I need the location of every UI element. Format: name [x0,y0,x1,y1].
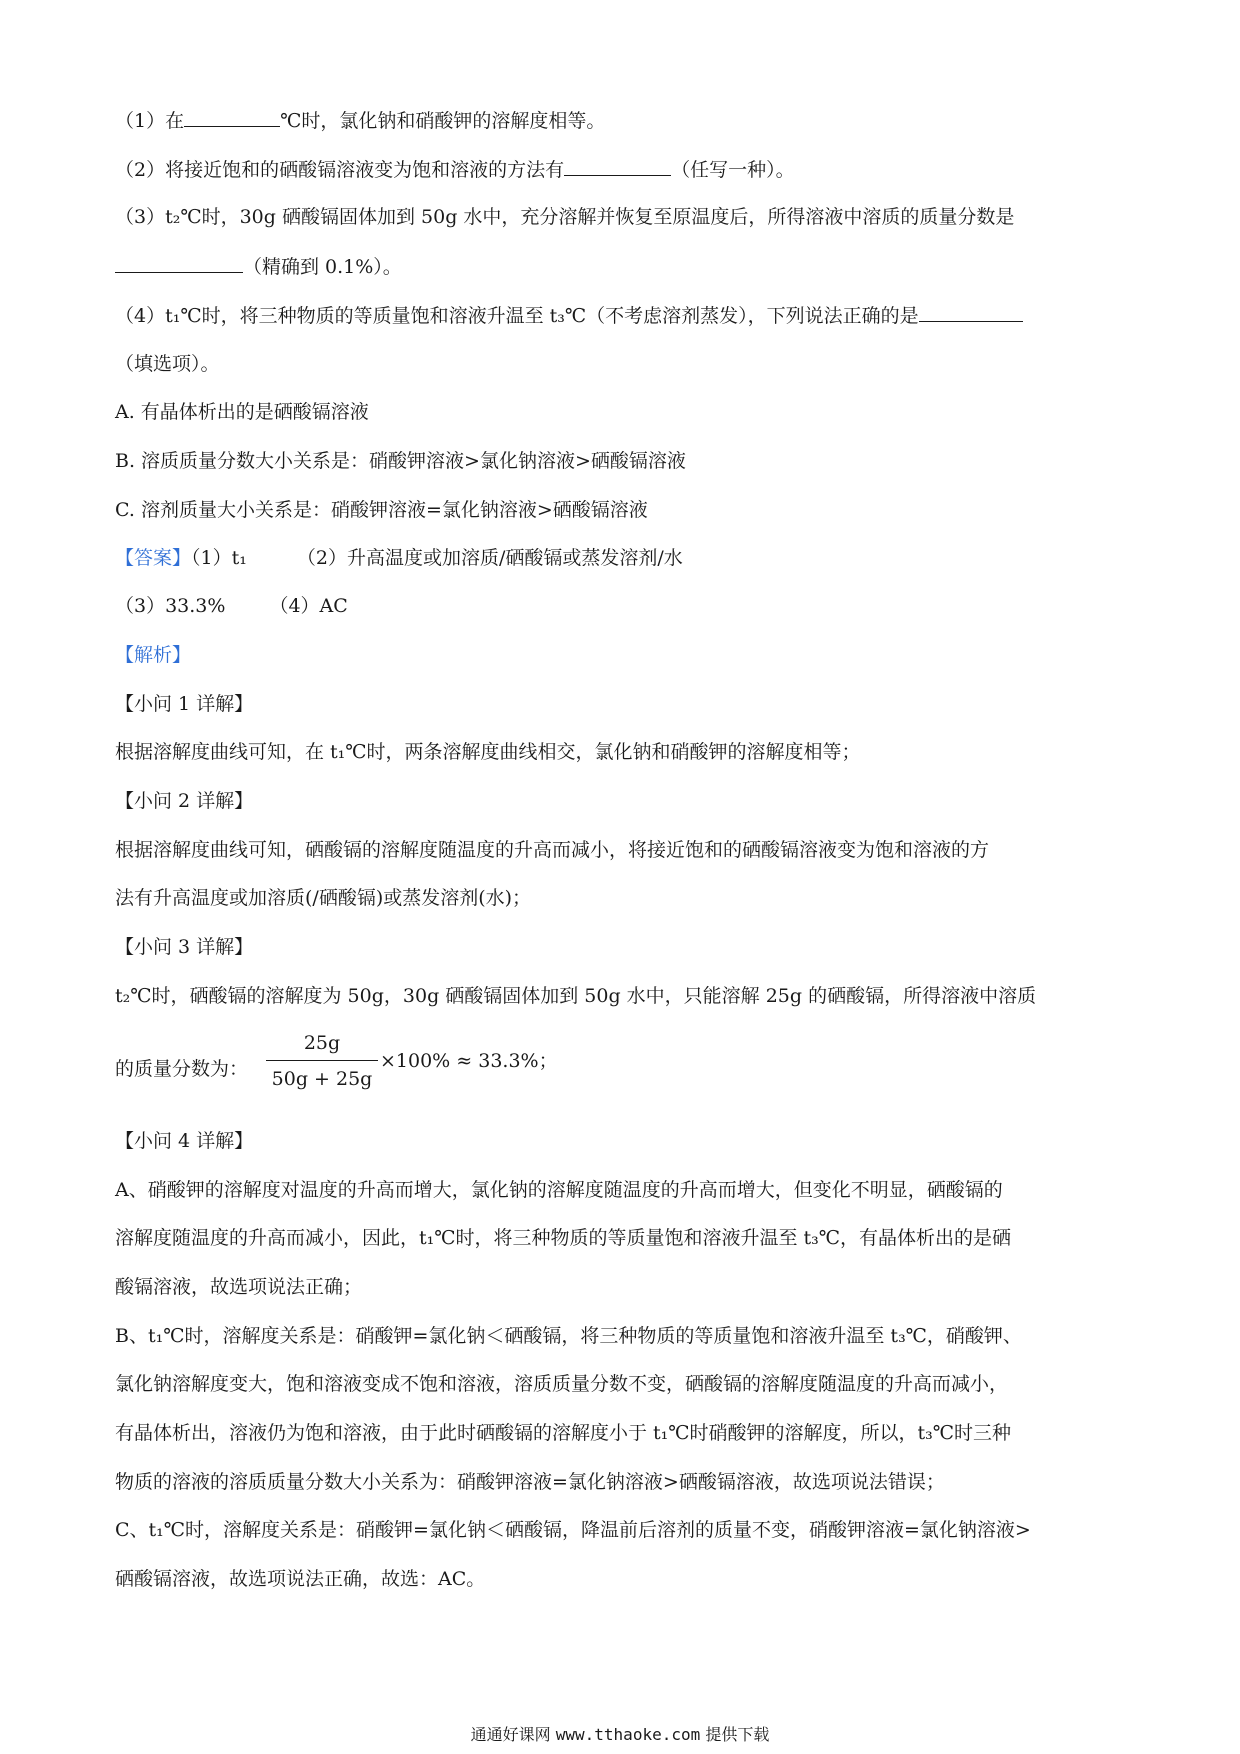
option-a: A. 有晶体析出的是硒酸镉溶液 [115,401,369,423]
subquestion-4-b-line4: 物质的溶液的溶质质量分数大小关系为：硝酸钾溶液=氯化钠溶液>硒酸镉溶液，故选项说法错误； [115,1471,945,1493]
subquestion-4-b-line3: 有晶体析出，溶液仍为饱和溶液，由于此时硒酸镉的溶解度小于 t₁℃时硝酸钾的溶解度，所以，t₃℃时三种 [115,1422,1012,1444]
subquestion-2-line1: 根据溶解度曲线可知，硒酸镉的溶解度随温度的升高而减小，将接近饱和的硒酸镉溶液变为饱和溶液的方 [115,839,990,861]
subquestion-3-title: 【小问 3 详解】 [115,936,254,958]
subquestion-1-title: 【小问 1 详解】 [115,693,254,715]
page-footer [0,1724,1240,1746]
answer-line-2 [115,592,348,620]
subquestion-2-line2: 法有升高温度或加溶质(/硒酸镉)或蒸发溶剂(水)； [115,887,532,909]
subquestion-4-b-line1: B、t₁℃时，溶解度关系是：硝酸钾=氯化钠＜硒酸镉，将三种物质的等质量饱和溶液升温至 t₃℃，硝酸钾、 [115,1325,1022,1347]
question-4-line1 [115,301,1023,330]
footer-prefix: 通通好课网 [470,1725,551,1744]
fraction-denominator: 50g + 25g [271,1068,373,1090]
question-4-line2: （填选项）。 [115,353,220,375]
answer-blank[interactable] [919,301,1023,322]
subquestion-4-title: 【小问 4 详解】 [115,1130,254,1152]
answer-line-1 [115,544,683,572]
subquestion-4-c-line1: C、t₁℃时，溶解度关系是：硝酸钾=氯化钠＜硒酸镉，降温前后溶剂的质量不变，硝酸钾溶液=氯化钠溶液> [115,1519,1031,1541]
answer-blank[interactable] [184,106,280,127]
subquestion-4-a-line2: 溶解度随温度的升高而减小，因此，t₁℃时，将三种物质的等质量饱和溶液升温至 t₃℃，有晶体析出的是硒 [115,1227,1012,1249]
q1-prefix: （1）在 [115,110,185,132]
answer-1: （1）t₁ [191,547,247,569]
fraction-bar [266,1060,378,1061]
q1-suffix: ℃时，氯化钠和硝酸钾的溶解度相等。 [280,110,606,132]
footer-site-link[interactable]: www.tthaoke.com [555,1725,701,1744]
subquestion-4-a-line1: A、硝酸钾的溶解度对温度的升高而增大，氯化钠的溶解度随温度的升高而增大，但变化不明显，硒酸镉的 [115,1179,1003,1201]
question-3-line1: （3）t₂℃时，30g 硒酸镉固体加到 50g 水中，充分溶解并恢复至原温度后，所得溶液中溶质的质量分数是 [115,206,1015,228]
q4-line1-text: （4）t₁℃时，将三种物质的等质量饱和溶液升温至 t₃℃（不考虑溶剂蒸发），下列说法正确的是 [115,305,919,327]
subquestion-3-line2-prefix: 的质量分数为： [115,1058,249,1080]
footer-suffix: 提供下载 [705,1725,770,1744]
subquestion-4-a-line3: 酸镉溶液，故选项说法正确； [115,1276,363,1298]
answer-label: 【答案】 [115,547,192,569]
answer-2: （2）升高温度或加溶质/硒酸镉或蒸发溶剂/水 [296,547,683,569]
option-c: C. 溶剂质量大小关系是：硝酸钾溶液=氯化钠溶液>硒酸镉溶液 [115,499,648,521]
subquestion-1-text: 根据溶解度曲线可知，在 t₁℃时，两条溶解度曲线相交，氯化钠和硝酸钾的溶解度相等； [115,741,861,763]
subquestion-2-title: 【小问 2 详解】 [115,790,254,812]
answer-3: （3）33.3% [115,595,226,617]
option-b: B. 溶质质量分数大小关系是：硝酸钾溶液>氯化钠溶液>硒酸镉溶液 [115,450,686,472]
q2-prefix: （2）将接近饱和的硒酸镉溶液变为饱和溶液的方法有 [115,159,565,181]
q3-line2-suffix: （精确到 0.1%）。 [243,256,402,278]
answer-blank[interactable] [115,252,243,273]
q2-suffix: （任写一种）。 [671,159,795,181]
fraction-numerator: 25g [303,1032,341,1054]
question-3-line2 [115,252,402,281]
subquestion-4-c-line2: 硒酸镉溶液，故选项说法正确，故选：AC。 [115,1568,486,1590]
analysis-label: 【解析】 [115,644,192,666]
subquestion-3-line1: t₂℃时，硒酸镉的溶解度为 50g，30g 硒酸镉固体加到 50g 水中，只能溶解 25g 的硒酸镉，所得溶液中溶质 [115,985,1037,1007]
subquestion-4-b-line2: 氯化钠溶解度变大，饱和溶液变成不饱和溶液，溶质质量分数不变，硒酸镉的溶解度随温度的升高而减小， [115,1373,1009,1395]
answer-4: （4）AC [269,595,348,617]
answer-blank[interactable] [564,155,671,176]
question-1 [115,106,605,135]
fraction-result: ×100% ≈ 33.3%； [380,1050,558,1072]
question-2 [115,155,795,184]
